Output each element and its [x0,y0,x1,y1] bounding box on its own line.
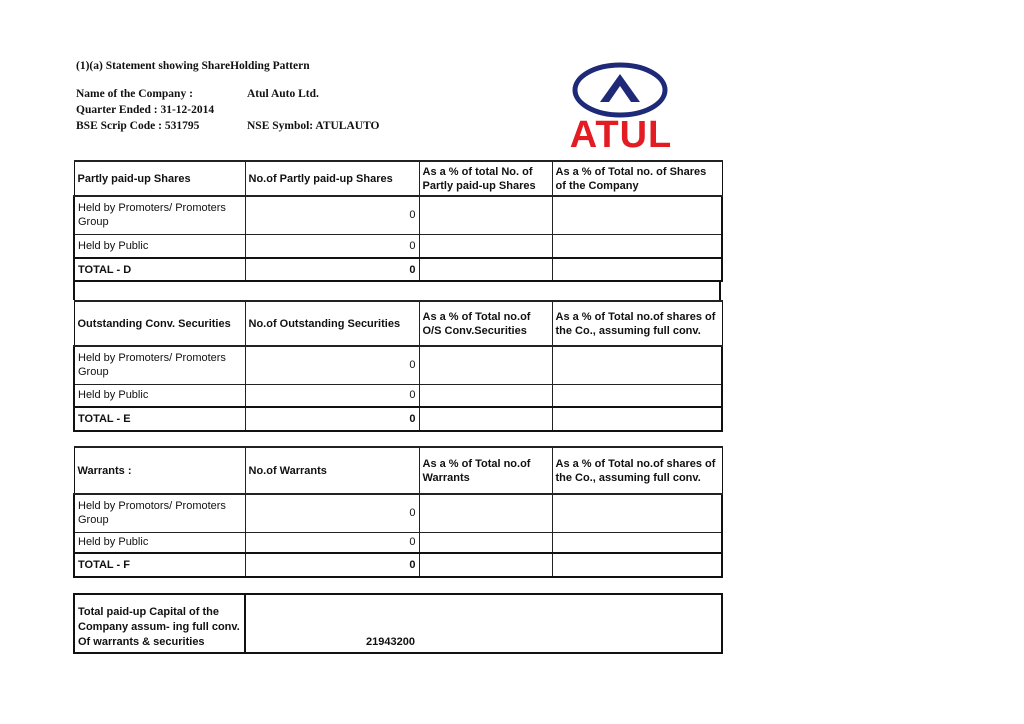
row-value: 0 [245,234,419,258]
header-cell: As a % of Total no.of O/S Conv.Securities [419,301,552,346]
table-spacer [73,280,721,300]
header-cell: As a % of Total no.of shares of the Co., assuming full conv. [552,447,722,494]
total-label: TOTAL - E [74,407,245,431]
total-row [74,407,722,431]
header-cell: As a % of total No. of Partly paid-up Shares [419,161,552,196]
row-label: Held by Promotors/ Promoters Group [74,494,245,532]
header-cell: As a % of Total no. of Shares of the Company [552,161,722,196]
table-row [74,494,722,532]
header-cell: Partly paid-up Shares [74,161,245,196]
header-cell: Outstanding Conv. Securities [74,301,245,346]
warrants-table [73,446,723,578]
row-label: Held by Promoters/ Promoters Group [74,346,245,384]
row-value: 0 [245,384,419,407]
header-cell: Warrants : [74,447,245,494]
capital-label: Total paid-up Capital of the Company assum- ing full conv. Of warrants & securities [74,594,245,653]
total-row [74,553,722,577]
row-value: 0 [245,346,419,384]
total-value: 0 [245,407,419,431]
row-label: Held by Public [74,234,245,258]
capital-value: 21943200 [245,594,722,653]
company-value: Atul Auto Ltd. [247,88,319,100]
total-label: TOTAL - F [74,553,245,577]
header-cell: As a % of Total no.of shares of the Co., assuming full conv. [552,301,722,346]
quarter-ended: Quarter Ended : 31-12-2014 [76,104,215,116]
conv-securities-table [73,300,723,432]
atul-emblem-icon [556,60,686,118]
partly-paid-table [73,160,723,282]
table-row [74,346,722,384]
bse-scrip-code: BSE Scrip Code : 531795 [76,120,200,132]
paid-up-capital-table [73,593,723,654]
header-cell: As a % of Total no.of Warrants [419,447,552,494]
atul-logo [556,60,686,156]
header-cell: No.of Partly paid-up Shares [245,161,419,196]
row-label: Held by Public [74,532,245,553]
total-label: TOTAL - D [74,258,245,281]
header-cell: No.of Warrants [245,447,419,494]
header-cell: No.of Outstanding Securities [245,301,419,346]
nse-symbol: NSE Symbol: ATULAUTO [247,120,380,132]
table-row [74,234,722,258]
total-value: 0 [245,553,419,577]
total-value: 0 [245,258,419,281]
logo-wordmark: ATUL [569,114,673,156]
row-label: Held by Promoters/ Promoters Group [74,196,245,234]
row-label: Held by Public [74,384,245,407]
total-row [74,258,722,281]
company-label: Name of the Company : [76,88,193,100]
table-row [74,196,722,234]
statement-title: (1)(a) Statement showing ShareHolding Pattern [76,60,310,72]
row-value: 0 [245,532,419,553]
table-row [74,384,722,407]
row-value: 0 [245,196,419,234]
table-row [74,532,722,553]
row-value: 0 [245,494,419,532]
